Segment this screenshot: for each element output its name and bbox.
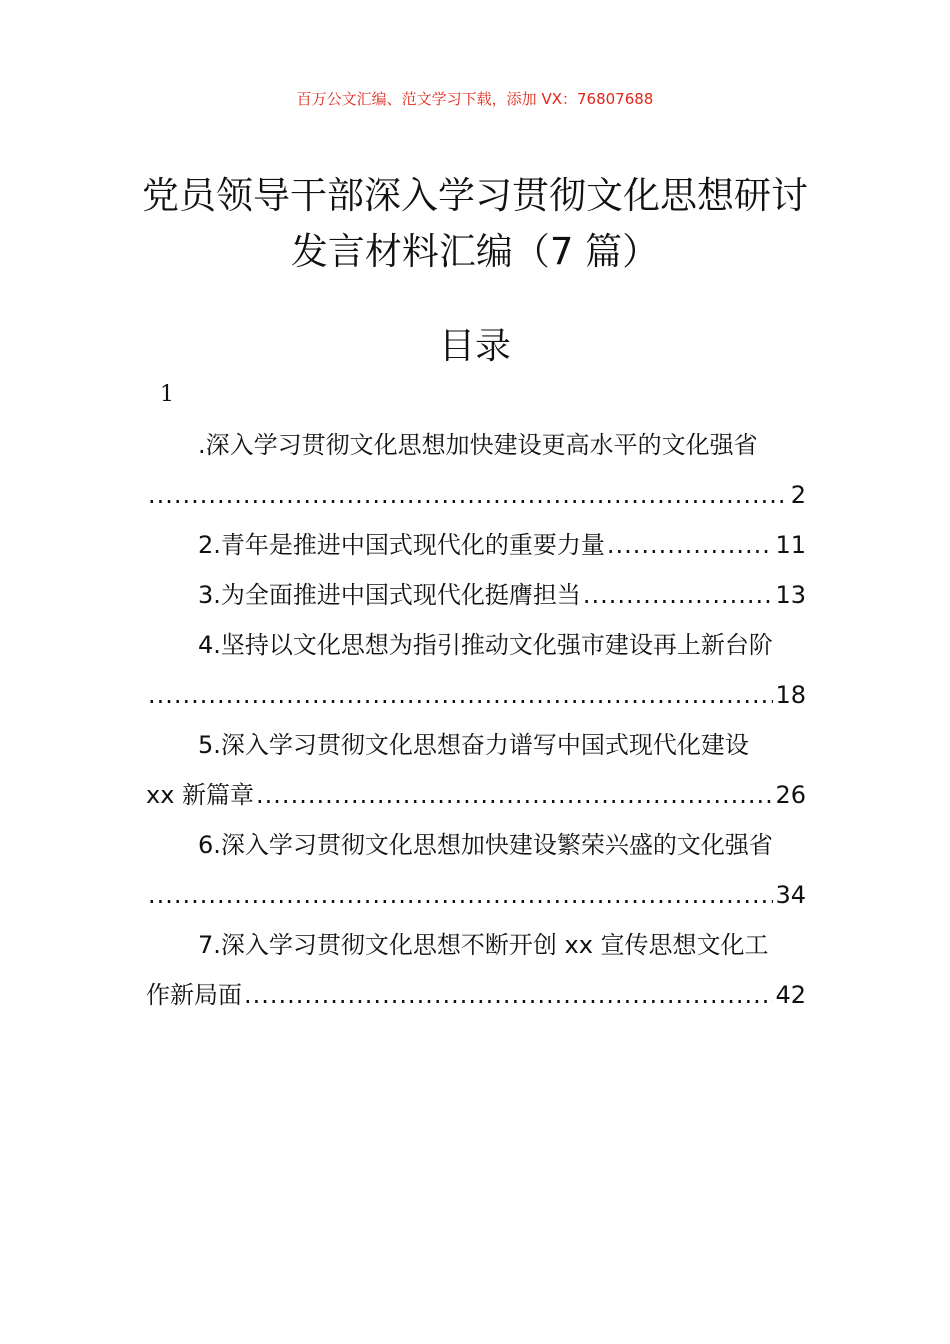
toc-entry-title: 3.为全面推进中国式现代化挺膺担当 [198, 581, 581, 609]
dot-leader [244, 970, 773, 1020]
toc-entry-title: 4.坚持以文化思想为指引推动文化强市建设再上新台阶 [198, 631, 773, 659]
toc-entry-3[interactable] [146, 570, 806, 620]
dot-leader [583, 570, 774, 620]
toc-entry-6[interactable] [146, 820, 806, 920]
toc-entry-4[interactable] [146, 620, 806, 720]
dot-leader [607, 520, 774, 570]
dot-leader [148, 870, 773, 920]
dot-leader [148, 470, 789, 520]
toc-entry-title-cont: 作新局面 [146, 981, 242, 1009]
title-line-2: 发言材料汇编（7 篇） [290, 230, 660, 273]
toc-entry-page: 2 [790, 481, 806, 509]
title-line-1: 党员领导干部深入学习贯彻文化思想研讨 [142, 174, 808, 217]
dot-leader [256, 770, 773, 820]
toc-entry-page: 18 [775, 681, 806, 709]
toc-entry-page: 42 [775, 981, 806, 1009]
toc-entry-title-cont: xx 新篇章 [146, 781, 255, 809]
toc-entry-7[interactable] [146, 920, 806, 1020]
stray-number: 1 [160, 382, 174, 407]
toc-heading: 目录 [438, 326, 511, 367]
toc-entry-2[interactable] [146, 520, 806, 570]
toc-entry-title: 2.青年是推进中国式现代化的重要力量 [198, 531, 605, 559]
toc-entry-1[interactable] [146, 420, 806, 520]
toc-entry-title: 6.深入学习贯彻文化思想加快建设繁荣兴盛的文化强省 [198, 831, 773, 859]
header-note: 百万公文汇编、范文学习下载，添加 VX：76807688 [296, 90, 654, 108]
table-of-contents [146, 420, 806, 1020]
toc-entry-page: 34 [775, 881, 806, 909]
toc-entry-title: 5.深入学习贯彻文化思想奋力谱写中国式现代化建设 [198, 731, 749, 759]
toc-entry-5[interactable] [146, 720, 806, 820]
toc-entry-page: 13 [775, 581, 806, 609]
toc-entry-title: .深入学习贯彻文化思想加快建设更高水平的文化强省 [198, 431, 758, 459]
toc-entry-page: 26 [775, 781, 806, 809]
toc-entry-title: 7.深入学习贯彻文化思想不断开创 xx 宣传思想文化工 [198, 931, 769, 959]
document-title [120, 168, 830, 280]
dot-leader [148, 670, 773, 720]
toc-entry-page: 11 [775, 531, 806, 559]
